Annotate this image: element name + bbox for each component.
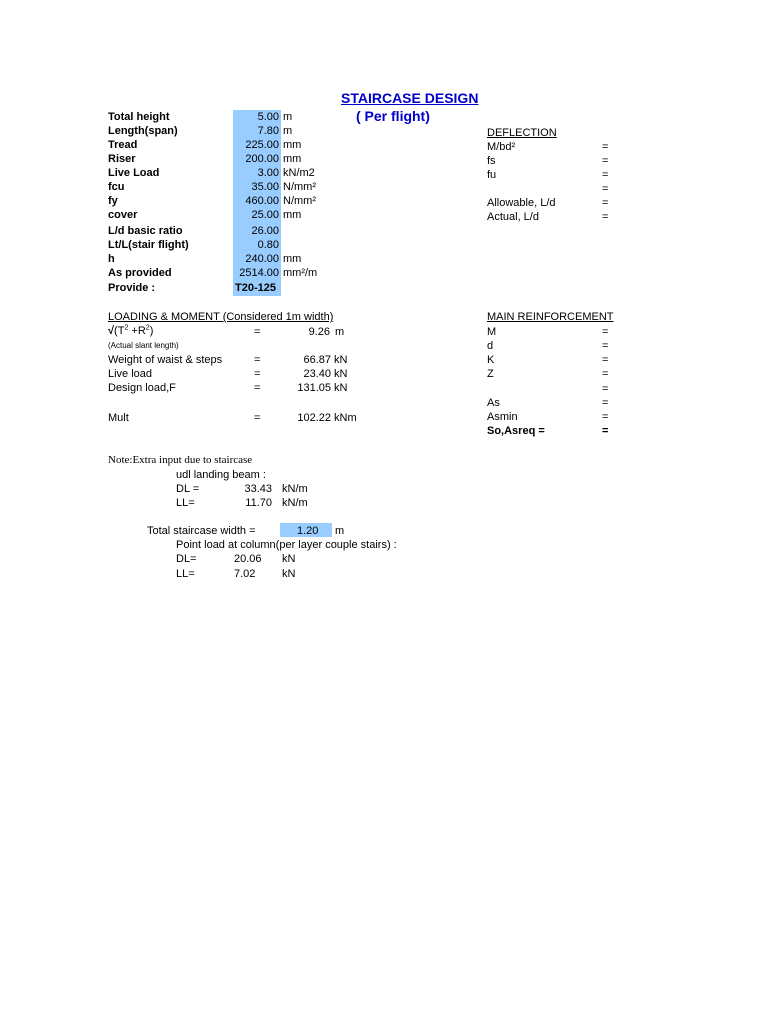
input-value[interactable]: 0.80	[257, 239, 279, 251]
deflection-equals: =	[602, 141, 609, 153]
staircase-width-label: Total staircase width =	[147, 525, 256, 537]
mult-equals: =	[254, 412, 261, 424]
input-value[interactable]: 5.00	[257, 111, 279, 123]
loading-unit: kN	[334, 382, 348, 394]
ll-value: 11.70	[245, 497, 272, 509]
reinf-label: Z	[487, 368, 494, 380]
reinf-equals: =	[602, 411, 609, 423]
loading-value: 23.40	[303, 368, 331, 380]
input-value[interactable]: 7.80	[257, 125, 279, 137]
input-value[interactable]: 225.00	[245, 139, 279, 151]
loading-value: 131.05	[297, 382, 331, 394]
deflection-label: fs	[487, 155, 496, 167]
deflection-heading: DEFLECTION	[487, 127, 557, 139]
deflection-label: Allowable, L/d	[487, 197, 556, 209]
sheet-title: STAIRCASE DESIGN	[341, 90, 479, 106]
formula-sup: 2	[124, 324, 129, 332]
loading-label: Weight of waist & steps	[108, 354, 223, 366]
input-value[interactable]: 25.00	[251, 209, 279, 221]
slant-equals: =	[254, 326, 261, 338]
udl-label: udl landing beam :	[176, 469, 266, 481]
input-unit: N/mm²	[283, 195, 316, 207]
point-load-label: Point load at column(per layer couple stairs) :	[176, 539, 397, 551]
reinf-label: Asmin	[487, 411, 518, 423]
input-value[interactable]: 240.00	[245, 253, 279, 265]
slant-unit: m	[335, 326, 345, 338]
reinf-equals: =	[602, 340, 609, 352]
input-unit: mm	[283, 153, 302, 165]
point-dl-label: DL=	[176, 553, 197, 565]
slant-note: (Actual slant length)	[108, 341, 179, 350]
loading-unit: kN	[334, 354, 348, 366]
reinf-equals: =	[602, 368, 609, 380]
ll-label: LL=	[176, 497, 195, 509]
input-label: fy	[108, 195, 118, 207]
loading-equals: =	[254, 382, 261, 394]
reinf-label: So,Asreq =	[487, 425, 545, 437]
deflection-equals: =	[602, 197, 609, 209]
loading-equals: =	[254, 354, 261, 366]
input-label: fcu	[108, 181, 125, 193]
input-unit: mm	[283, 209, 302, 221]
main-reinforcement-heading: MAIN REINFORCEMENT	[487, 311, 614, 323]
input-label: h	[108, 253, 115, 265]
deflection-label: fu	[487, 169, 497, 181]
input-label: Total height	[108, 111, 170, 123]
input-label: As provided	[108, 267, 172, 279]
deflection-equals: =	[602, 155, 609, 167]
deflection-equals: =	[602, 211, 609, 223]
input-unit: m	[283, 125, 293, 137]
loading-label: Design load,F	[108, 382, 176, 394]
reinf-label: M	[487, 326, 497, 338]
formula-part: +R	[128, 325, 146, 337]
mult-value: 102.22	[297, 412, 331, 424]
slant-value: 9.26	[308, 326, 330, 338]
input-value[interactable]: 460.00	[245, 195, 279, 207]
input-value[interactable]: 2514.00	[239, 267, 279, 279]
input-unit: mm	[283, 139, 302, 151]
input-unit: m	[283, 111, 293, 123]
input-unit: kN/m2	[283, 167, 315, 179]
formula-sup: 2	[145, 324, 150, 332]
input-label: Length(span)	[108, 125, 178, 137]
provide-value[interactable]: T20-125	[235, 282, 276, 294]
input-value[interactable]: 26.00	[251, 225, 279, 237]
slant-formula	[108, 324, 153, 338]
reinf-label: As	[487, 397, 500, 409]
dl-value: 33.43	[244, 483, 272, 495]
loading-heading: LOADING & MOMENT (Considered 1m width)	[108, 311, 334, 323]
input-label: Lt/L(stair flight)	[108, 239, 189, 251]
reinf-equals: =	[602, 397, 609, 409]
deflection-label: Actual, L/d	[487, 211, 539, 223]
point-ll-value: 7.02	[234, 568, 256, 580]
loading-value: 66.87	[303, 354, 331, 366]
loading-equals: =	[254, 368, 261, 380]
deflection-equals: =	[602, 169, 609, 181]
loading-unit: kN	[334, 368, 348, 380]
point-ll-label: LL=	[176, 568, 195, 580]
input-label: L/d basic ratio	[108, 225, 183, 237]
reinf-equals: =	[602, 425, 609, 437]
input-unit: mm²/m	[283, 267, 318, 279]
reinf-label: K	[487, 354, 495, 366]
dl-label: DL =	[176, 483, 200, 495]
point-dl-value: 20.06	[234, 553, 262, 565]
mult-unit: kNm	[334, 412, 357, 424]
dl-unit: kN/m	[282, 483, 308, 495]
formula-part: (T	[114, 325, 125, 337]
reinf-equals: =	[602, 383, 609, 395]
input-label: Riser	[108, 153, 136, 165]
input-label: Tread	[108, 139, 138, 151]
mult-label: Mult	[108, 412, 129, 424]
input-unit: N/mm²	[283, 181, 316, 193]
note-text: Note:Extra input due to staircase	[108, 454, 253, 466]
reinf-label: d	[487, 340, 494, 352]
input-unit: mm	[283, 253, 302, 265]
deflection-label: M/bd²	[487, 141, 516, 153]
input-label: Live Load	[108, 167, 160, 179]
point-dl-unit: kN	[282, 553, 296, 565]
point-ll-unit: kN	[282, 568, 296, 580]
ll-unit: kN/m	[282, 497, 308, 509]
deflection-equals: =	[602, 183, 609, 195]
input-value[interactable]: 200.00	[245, 153, 279, 165]
sheet-subtitle: ( Per flight)	[356, 108, 430, 124]
input-label: Provide :	[108, 282, 156, 294]
loading-label: Live load	[108, 368, 153, 380]
staircase-width-value[interactable]: 1.20	[297, 525, 319, 537]
reinf-equals: =	[602, 326, 609, 338]
input-label: cover	[108, 209, 138, 221]
reinf-equals: =	[602, 354, 609, 366]
sqrt-sign: √	[108, 325, 115, 337]
input-value[interactable]: 35.00	[251, 181, 279, 193]
input-value[interactable]: 3.00	[257, 167, 279, 179]
formula-part: )	[149, 325, 154, 337]
staircase-width-unit: m	[335, 525, 345, 537]
